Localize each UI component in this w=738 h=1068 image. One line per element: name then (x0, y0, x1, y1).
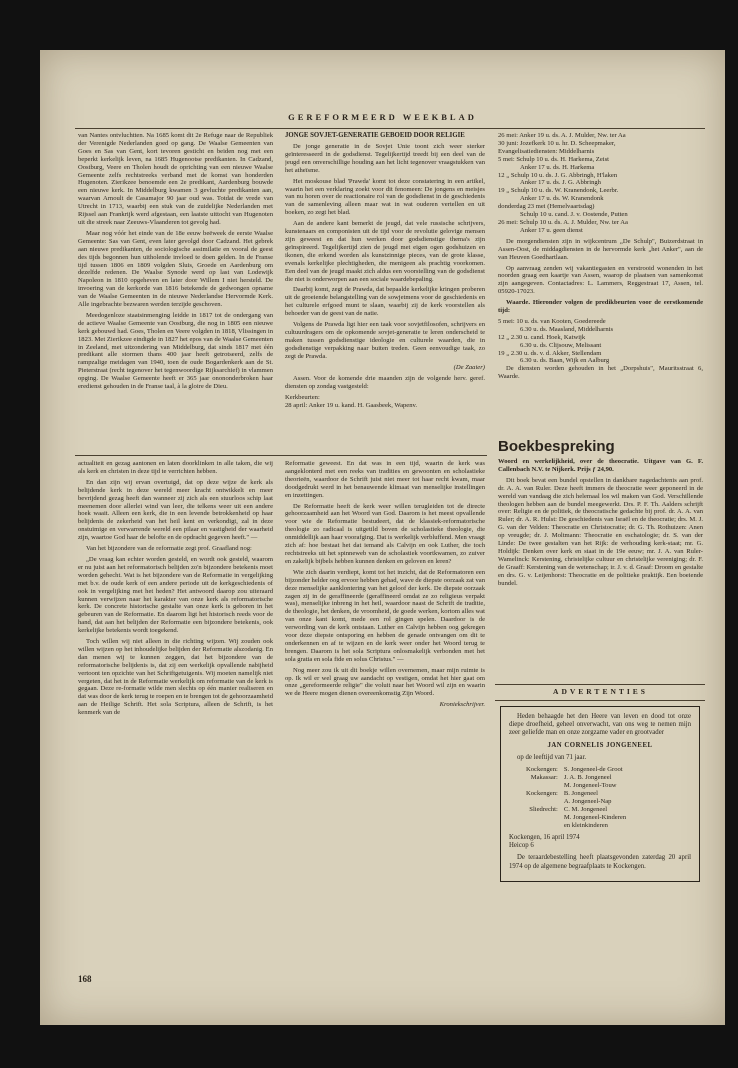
article-paragraph: De diensten worden gehouden in het „Dorpshuis", Mauritsstraat 6, Waarde. (498, 365, 703, 381)
article-paragraph: Wie zich daarin verdiept, komt tot het inzicht, dat de Reformatoren een bijzonder helder oog ervoor hebben gehad, wave de diepste oorzaak zat van deze menselijke aanklontering van het geloof der kerk. De diepste oorzaak zagen zij in de geraffineerde (geraffineerd omdat ze zo religieus verpakt was), menselijke inbreng in het heil, waardoor naast de Schrift de traditie, de theologie, het denken, de vroomheid, de goede werken, kortom alles wat van onze kant komt, mede een rol gingen spelen. Daardoor is de verwording van de kerk ontstaan. Luther en Calvijn hebben oog gekregen voor deze diepste ontsporing en hebben de genade ontvangen om dit te onderkennen en af te wijzen en de kerk weer onder het Woord terug te brengen. Daarom is het sola Scriptura onlosmakelijk verbonden met het sola gratia en sola fide en solus Christus." — (285, 568, 485, 663)
running-header: GEREFORMEERD WEEKBLAD (288, 112, 477, 122)
article-paragraph: De jonge generatie in de Sovjet Unie toont zich weer sterker geïnteresseerd in de godsdienst. Tegelijkertijd treedt bij een deel van de jeugd een onverschillige houding aan het licht tegenover vraagstukken van het atheïsme. (285, 143, 485, 174)
notice-paragraph: Assen. Voor de komende drie maanden zijn de volgende herv. geref. diensten op zondag vastgesteld: (285, 375, 485, 391)
schedule-line: 26 mei: Schulp 10 u. ds. A. J. Mulder, Nw. ter Aa (498, 218, 628, 226)
article-paragraph: Aan de andere kant bemerkt de jeugd, dat vele russische schrijvers, kunstenaars en componisten uit de tijd voor de revolutie gelovige mensen zijn geweest en dat hun werken door godsdienstige thema's zijn geïnspireerd. Tegelijkertijd zien de jeugd met eigen ogen godshuizen en ikonen, die erkend worden als kunstzinnige pieces, van de grote klasse, evenals kerkelijke plechtigheden, die menigeen als prachtig voorkomen. Een deel van de jeugd maakt zich aldus een voorstelling van de godsdienst die niet is onderworpen aan een sociale waardebepaling. (285, 220, 485, 283)
advertisements-heading: ADVERTENTIES (553, 687, 648, 696)
family-names: S. Jongeneel-de Groot (563, 766, 623, 774)
family-names: C. M. Jongeneel (563, 806, 608, 814)
column-3 (498, 132, 703, 432)
family-place: Kockengen: (526, 766, 558, 774)
address: Heicop 6 (509, 842, 534, 850)
family-place (523, 798, 561, 806)
column-2-top (285, 132, 485, 452)
obituary-ad (500, 706, 700, 966)
family-place (523, 822, 561, 830)
book-review-heading: Boekbespreking (498, 438, 615, 455)
newspaper-page (40, 50, 725, 1025)
article-paragraph: Van het bijzondere van de reformatie zegt prof. Graafland nog: (86, 545, 252, 553)
schedule-line: 5 mei: Schulp 10 u. ds. H. Harkema, Zeist (498, 155, 609, 163)
evangelisation-schedule (498, 132, 703, 235)
article-paragraph: „De vraag kan echter worden gesteld, en wordt ook gesteld, waarom er nu juist aan het reformatorisch belijden zo'n bijzondere betekenis moet worden gehecht. Wat is het bijzondere van de Reformatie in vergelijking met b.v. de oude kerk of een andere periode uit de kerkgeschiedenis of ook in vergelijking met het heden? Het antwoord daarop zou uiteraard kunnen verwijzen naar het karakter van onze kerk als reformatorische kerk. De concrete historische gestalte van onze kerk is geboren in het gebeuren van de Reformatie. En daarom ligt het historisch reeds voor de hand, dat aan het belijden der Reformatie een bijzondere betekenis, ook kerkelijke betekenis wordt toegekend. (78, 555, 273, 635)
schedule-line: 30 juni: Jozefkerk 10 u. hr. D. Scheepmaker, (498, 139, 616, 147)
family-row (523, 814, 629, 822)
schedule-line: 6.30 u. ds. Clijsouw, Melissant (520, 341, 602, 349)
column-1-bottom (78, 460, 273, 965)
deceased-age: op de leeftijd van 71 jaar. (517, 753, 587, 761)
family-row (523, 790, 629, 798)
article-paragraph: van Nantes ontvluchtten. Na 1685 komt dit 2e Refuge naar de Republiek der Verenigde Nederlanden goed op gang. De Waalse Gemeenten van Goes en Sas van Gent, kort tevoren gesticht en beiden nog met een beperkt kerkelijk leven, na 1685 Hugenootse predikanten. In Cadzand, Oostburg, Veere en Tholen houdt de oprichting van een nieuwe Waalse Gemeente zelfs rechtstreeks verband met de komst van honderden Hugenoten. Zierikzee benoemde een 2e predikant, Aardenburg bouwde een nieuwe kerk. In Middelburg kwamen 3 gevluchte predikanten aan, waarvan Arnoult de Casamajor 90 jaar oud was. Totdat de vrede van Utrecht in 1713, waarbij een stuk van de zuidelijke Nederlanden met Rijssel aan Frankrijk werd afgestaan, een laatste uittocht van Hugenoten uit die streek naar Zeeuws-Vlaanderen tot gevolg had. (78, 132, 273, 226)
obituary-intro: Heden behaagde het den Heere van leven en dood tot onze diepe droefheid, geheel onverwacht, van ons weg te nemen mijn zeer geliefde man en onze zorgzame vader en grootvader (509, 713, 691, 737)
family-place (523, 814, 561, 822)
column-2-bottom (285, 460, 485, 965)
article-paragraph: Maar nog vóór het einde van de 18e eeuw beëweek de eerste Waalse Gemeente: Sas van Gent, even later gevolgd door Cadzand. Het gebrek aan nieuwe predikanten, de sociologische assimilatie en vooral de geest des tijds begonnen hun uitholende invloed te doen gelden. In de Franse tijd tussen 1806 en 1809 volgden Sluis, Groede en Aardenburg om dezelfde redenen. De Waalse Synode werd op last van Lodewijk Napoleon in 1810 opgeheven en later door Willem I niet hersteld. De invoering van de kerkorde van 1816 betekende de gedwongen opname van de Waalse Gemeenten in de nieuwe Nederlandse Hervormde Kerk. Alle ingebrachte bezwaren werden terzijde geschoven. (78, 229, 273, 309)
schedule-line: Evangelisatiediensten: Middelharnis (498, 147, 595, 155)
schedule-line: Anker 17 u. geen dienst (520, 226, 583, 234)
funeral-note: De teraardebestelling heeft plaatsgevonden zaterdag 20 april 1974 op de algemene begraafplaats te Kockengen. (509, 854, 691, 870)
article-signature: Kroniekschrijver. (439, 701, 485, 709)
schedule-line: Anker 17 u. ds. J. G. Abbringh (520, 179, 601, 187)
family-row (523, 774, 629, 782)
ads-heading-wrap (498, 686, 703, 700)
family-place: Makassar: (530, 774, 558, 782)
article-paragraph: De morgendiensten zijn in wijkcentrum „De Schulp", Buizerdstraat in Assen-Oost, de middagdiensten in de hervormde kerk „het Anker", aan de van Heuven Goedhartlaan. (498, 237, 703, 261)
schedule-line: Anker 17 u. ds. W. Kranendonk (520, 195, 604, 203)
article-paragraph: Daarbij komt, zegt de Prawda, dat bepaalde kerkelijke kringen proberen uit de groeiende belangstelling van de sowjetmens voor de geschiedenis en het culturele erfgoed munt te slaan, waarbij zij de kerk voorstellen als behoeder van de geest van de natie. (285, 286, 485, 318)
book-title-line: Woord en werkelijkheid, over de theocratie. Uitgave van G. F. Callenbach N.V. te Nijkerk. Prijs ƒ 24,90. (498, 458, 703, 473)
schedule-line: Schulp 10 u. cand. J. v. Oostende, Putten (520, 211, 628, 219)
article-paragraph: De Reformatie heeft de kerk weer willen terugleiden tot de directe gehoorzaamheid aan het Woord van God. Daarom is het meest opvallende voor wie de Reformatie bestudeert, dat de klassiek-reformatorische theologie zo radicaal is uitgetild boven de scholastieke theologie, die onmiddellijk aan haar voorafging. Dat is werkelijk verbluffend. Men vraagt zich af: hoe bestaat het dat iemand als Calvijn en ook Luther, die toch rechtstreeks uit het spinneweb van de scholastiek voortkwamen, zo zuiver en zakelijk bijbels hebben kunnen denken en geloven en leren? (285, 502, 485, 565)
schedule-line: 19 „ 2.30 u. ds. v. d. Akker, Stellendam (498, 349, 602, 357)
family-row (523, 806, 629, 814)
article-paragraph: Op aanvraag zenden wij vakantiegasten en verstrooid wonenden in het noorden graag een kaartje van Assen, waarop de plaatsen van samenkomst zijn aangegeven. Contactadres: L. Lammers, Reggestraat 17, Assen, tel. 05920-17023. (498, 264, 703, 296)
waarde-intro: Waarde. Hieronder volgen de predikbeurten voor de eerstkomende tijd: (498, 299, 703, 315)
schedule-line: 26 mei: Anker 19 u. ds. A. J. Mulder, Nw. ter Aa (498, 132, 626, 139)
family-place: Kockengen: (526, 790, 558, 798)
family-names: M. Jongeneel-Touw (563, 782, 617, 790)
header-rule (75, 128, 705, 129)
family-names: M. Jongeneel-Kinderen (563, 814, 627, 822)
article-paragraph: Meedogenloze staatsinmenging leidde in 1817 tot de ondergang van de actieve Waalse Gemeente van Oostburg, die nog in 1805 een nieuwe kerk gebouwd had. Goes, Tholen en Veere volgden in 1818, Vlissingen in 1823. Met Zierikzee eindigde in 1827 het epos van de Waalse Gemeenten in Zeeland, met uitzondering van Middelburg, dat sinds 1817 met één predikant alle stormen thans 400 jaar heeft getrotseerd, zelfs de rampzalige meidagen van 1940, toen de oude Bogardenkerk aan de St. Pieterstraat (recht tegenover het tegenwoordige Rijksarchief) in vlammen opging. De Waalse Gemeente heeft er 365 jaar onononderbroken haar eredienst gehouden in de Franse taal, à la gloire de Dieu. (78, 311, 273, 391)
page-number: 168 (78, 974, 92, 984)
family-row (523, 822, 629, 830)
article-signature: (De Zaaier) (453, 363, 485, 371)
schedule-line: 6.30 u. ds. Maasland, Middelharnis (520, 325, 614, 333)
article-paragraph: Volgens de Prawda ligt hier een taak voor sovjetfilosofen, schrijvers en cultuurdragers om de opkomende sovjet-generatie te leren onderscheid te maken tussen godsdienstige ideologie en culturele waarden, die in godsdienstige verpakking naar buiten treden. Geen eenvoudige taak, zo zegt de Prawda. (285, 321, 485, 360)
family-row (523, 782, 629, 790)
family-names: A. Jongeneel-Nap (563, 798, 612, 806)
article-heading: JONGE SOVJET-GENERATIE GEBOEID DOOR RELIGIE (285, 132, 465, 139)
article-paragraph: Het moskouse blad 'Prawda' komt tot deze constatering in een artikel, waarin het een verklaring zoekt voor dit fenomeen: De jongens en meisjes van nu horen over de reactionaire rol van de godsdienst in de geschiedenis van de samenleving alleen maar wat in wat ouderen vertellen en uit boeken, zo zegt het blad. (285, 177, 485, 217)
kerkbeurten-label: Kerkbeurten: (285, 394, 320, 402)
schedule-line: 19 „ Schulp 10 u. ds. W. Kranendonk, Leerbr. (498, 187, 619, 195)
family-row (523, 798, 629, 806)
section-rule (75, 455, 487, 456)
kerkbeurt-line: 28 april: Anker 19 u. kand. H. Gaasbeek, Wapenv. (285, 402, 418, 410)
family-place (523, 782, 561, 790)
schedule-line: donderdag 23 mei (Hemelvaartsdag) (498, 203, 595, 211)
family-names: B. Jongeneel (563, 790, 598, 798)
deceased-name: JAN CORNELIS JONGENEEL (547, 741, 653, 749)
date-place: Kockengen, 16 april 1974 (509, 834, 580, 842)
family-place: Sliedrecht: (529, 806, 558, 814)
article-paragraph: Reformatie geweest. En dat was in een tijd, waarin de kerk was aangeklonterd met een reeks van tradities en gewoonten en scholastieke theorieën, waardoor de Schrift juist niet meer tot haar recht kwam, maar doodgedrukt werd in het benauwende klimaat van menselijke instellingen en inzettingen. (285, 460, 485, 499)
article-paragraph: Toch willen wij niet alleen in die richting wijzen. Wij zouden ook willen wijzen op het inhoudelijke belijden der Reformatie alszodanig. En dan menen wij te kunnen zeggen, dat het bijzondere van de reformatorische belijdenis is, dat zij een werkelijk opvallende nabijheid vertoont ten opzichte van het Schriftgetuigenis. Wij moeten namelijk niet vergeten, dat het in de Reformatie werkelijk om reformatie van de kerk is gegaan. Deze re-formatie wilde men slechts op één manier realiseren en dat was door de kerk terug te roepen en te brengen tot de gehoorzaamheid aan de Heilige Schrift. Het sola Scriptura, alleen de Schrift, is het kenmerk van de (78, 638, 273, 717)
schedule-line: Anker 17 u. ds. H. Harkema (520, 163, 595, 171)
column-1-top (78, 132, 273, 447)
schedule-line: 5 mei: 10 u. ds. van Kooten, Goedereede (498, 317, 606, 325)
article-paragraph: actualiteit en gezag aantonen en laten doorklinken in alle taken, die wij als kerk en christen in deze tijd te verrichten hebben. (78, 460, 273, 475)
schedule-line: 12 „ Schulp 10 u. ds. J. G. Abbringh, H'laken (498, 171, 618, 179)
schedule-line: 6.30 u. ds. Baan, Wijk en Aalburg (520, 357, 610, 365)
schedule-line: 12 „ 2.30 u. cand. Hoek, Katwijk (498, 333, 586, 341)
book-review-text: Dit boek bevat een bundel opstellen in dankbare nagedachtenis aan prof. dr. A. A. van Ruler. Deze heeft immers de theocratie weer geponeerd in de wereld van vandaag die zich helemaal los wil maken van God. Verschillende theologen hebben aan de bundel meegewerkt. Drs. P. F. Th. Aalders schrijft over: Religie en de politiek, de theocratische gedachte bij prof. dr. A. A. van Ruler; dr. A. R. Hulst: De geschiedenis van Israël en de theocratie; drs. M. J. G. van der Velden: Theocratie en Christocratie; dr. G. Th. Rothuizen: Anen op vreugde; dr. J. Moltmann: Theocratie en eschatologie; dr. S. van der Linde: De twee gestalten van het Rijk: de verhouding kerk-staat; mr. G. Holdijk: Denken over kerk en staat in de 19e eeuw; mr. J. A. van Ruler-Wamelinck: Kerstening, christelijke cultuur en christelijke vereniging; dr. F. de Graaff: Kerstening van de wetenschap; ir. J. v. d. Graaf: Droom en gestalte en drs. G. v. Leijenhorst: Theocratie en de politieke praktijk. Een boeiende bundel. (498, 476, 703, 587)
family-names: J. A. B. Jongeneel (563, 774, 612, 782)
family-row (523, 766, 629, 774)
waarde-schedule (498, 318, 703, 365)
article-paragraph: Nog meer zou ik uit dit boekje willen overnemen, maar mijn ruimte is op. Ik wil er wel graag uw aandacht op vestigen, omdat het hier gaat om onze „gereformeerde religie" die voluit naar het Woord wil zijn en waarin we de Heere mogen dienen overeenkomstig Zijn Woord. (285, 666, 485, 698)
obituary-box (500, 706, 700, 882)
family-table (523, 766, 629, 830)
article-paragraph: En dan zijn wij ervan overtuigd, dat op deze wijze de kerk als belijdende kerk in deze wereld meer kracht ontwikkelt en meer bevrijdend gezag heeft dan wanneer zij zich als een stuurloos schip laat meenemen door allerlei wind van leer, die telkens weer uit een andere hoek waait. Alleen een kerk, die in een levende betrokkenheid op haar belijdenis de zekerheid van het heil kent en verkondigt, zal in deze onstuimige en verwarrende wereld een pilaar en vastigheid der waarheid zijn, waartoe God haar de belofte en de opdracht gegeven heeft." — (78, 478, 273, 542)
ads-rule-bottom (495, 700, 705, 701)
book-review-section (498, 435, 703, 680)
family-names: en kleinkinderen (563, 822, 608, 830)
ads-rule-top (495, 684, 705, 685)
